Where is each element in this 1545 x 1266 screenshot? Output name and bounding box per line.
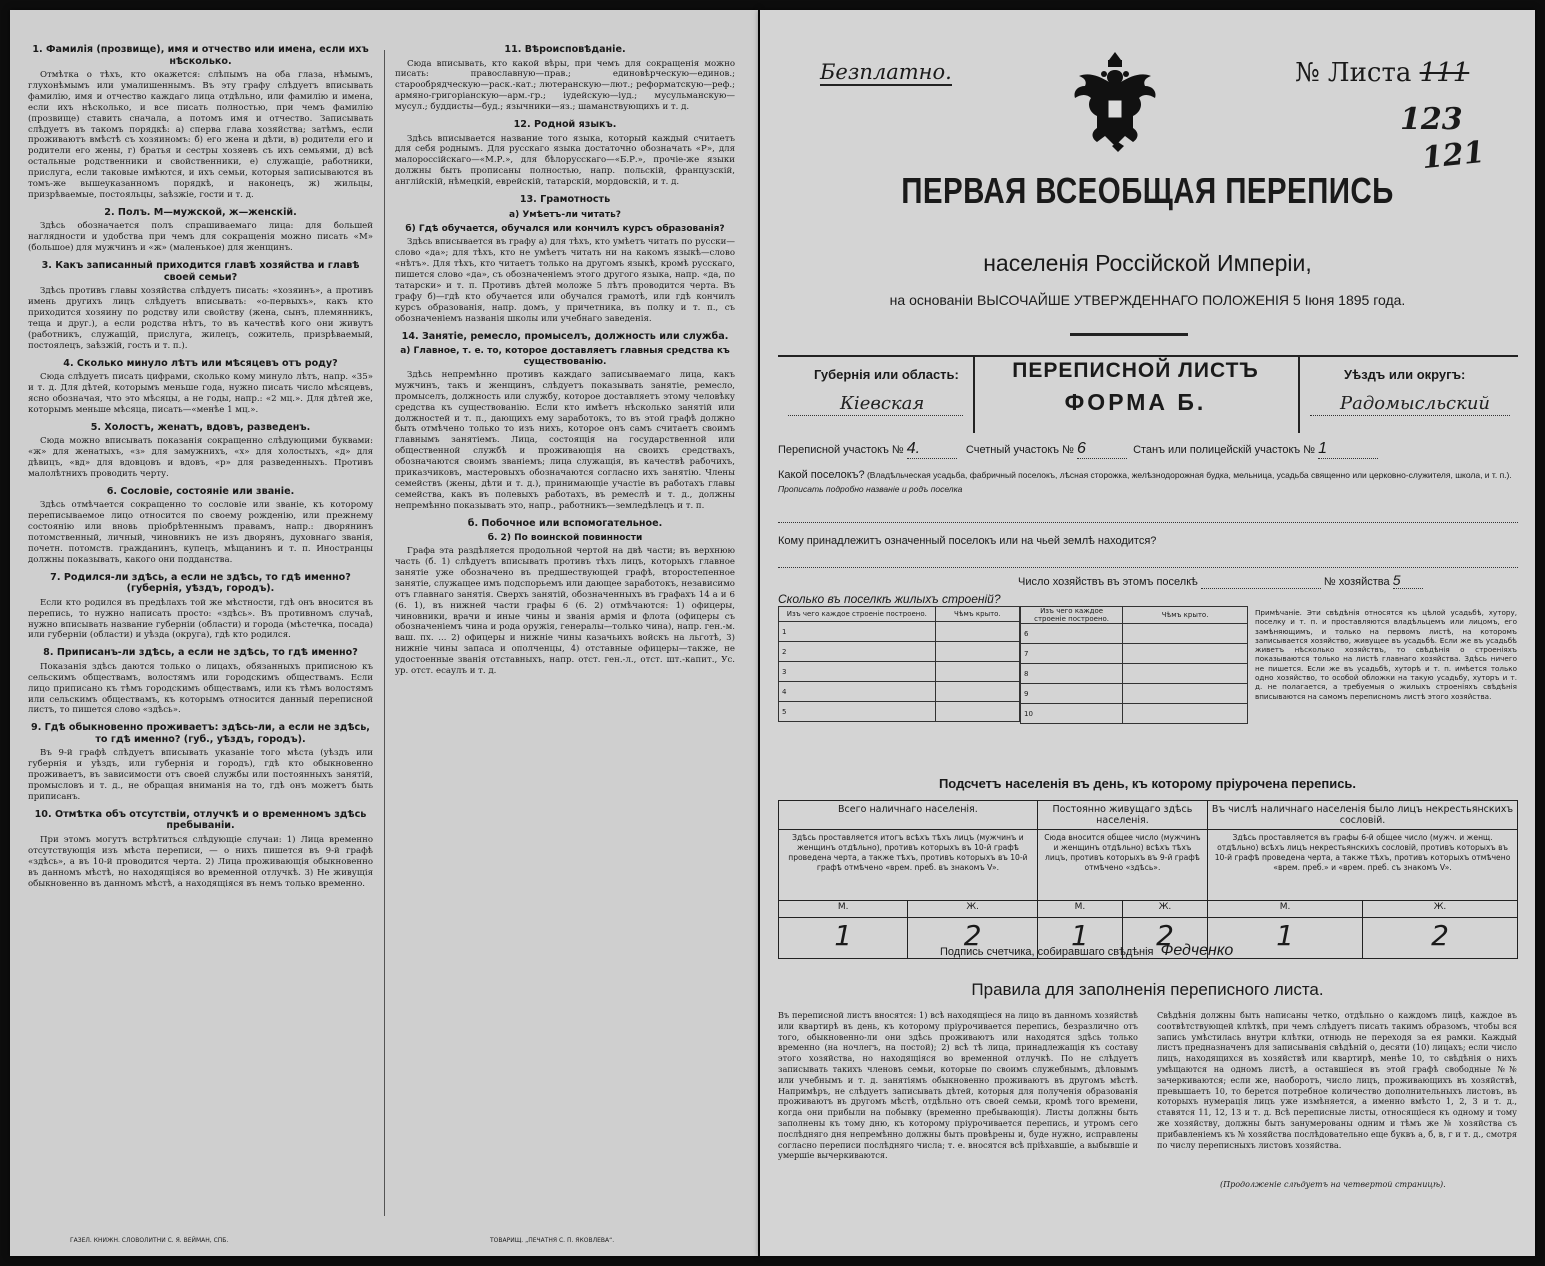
instruction-heading: 4. Сколько минуло лѣтъ или мѣсяцевъ отъ роду? — [63, 357, 338, 369]
instruction-heading: 7. Родился-ли здѣсь, а если не здѣсь, то гдѣ именно? (губернія, уѣздъ, городъ). — [50, 571, 351, 595]
continuation-note: (Продолженіе слѣдуетъ на четвертой страницѣ). — [1220, 1180, 1446, 1189]
rules-column-1: Въ переписной листъ вносятся: 1) всѣ находящіеся на лицо въ данномъ хозяйствѣ или квартирѣ въ день, къ которому пріурочивается перепись, безразлично отъ того, обыкновенно-ли они здѣсь проживаютъ или находятся здѣсь только временно (на ночлегъ, на постой); 2) всѣ тѣ лица, принадлежащія къ составу этого хозяйства, но находящіяся во временной отлучкѣ. По не слѣдуетъ записывать такихъ членовъ семьи, которые по своимъ служебнымъ, дѣловымъ или учебнымъ и т. д. занятіямъ обыкновенно проживаютъ въ другомъ мѣстѣ. Напримѣръ, не слѣдуетъ записывать дѣтей, которыя для полученія образованія проживаютъ въ другомъ мѣстѣ, отдѣльно отъ своей семьи, кромѣ того времени, когда они прибыли на побывку (временно пребывающія). Листы должны быть заполнены къ тому дню, къ которому пріурочивается перепись, и утромъ сего послѣдняго дня непремѣнно должны быть провѣрены и, буде нужно, исправлены согласно переписи послѣдняго числа; т. е. вносятся всѣ пріѣхавшіе, а выбывшіе и умершіе вычеркиваются. — [778, 1010, 1138, 1161]
instruction-heading: б. Побочное или вспомогательное. — [467, 517, 663, 529]
census-sheet-title: ПЕРЕПИСНОЙ ЛИСТЪ — [1012, 359, 1259, 382]
province-value: Кiевская — [840, 393, 925, 414]
non-peasant-header: Въ числѣ наличнаго населенія было лицъ некрестьянскихъ сословій. — [1208, 801, 1518, 830]
instruction-text: Если кто родился въ предѣлахъ той же мѣстности, гдѣ онъ вносится въ перепись, то нужно написать просто: «здѣсь». Въ противномъ случаѣ, нужно вписывать название губерніи (области) и города (мѣстечка, посада) или губерніи (области) и уѣзда (округа), гдѣ кто родился. — [28, 597, 373, 641]
instruction-text: Отмѣтка о тѣхъ, кто окажется: слѣпымъ на оба глаза, нѣмымъ, глухонѣмымъ или умалишеннымъ. Въ эту графу слѣдуетъ вписывать фамилію, имя и отчество каждаго лица отдѣльно, или фамилію и имена, если ихъ нѣсколько, и все писать полностью, при чемъ фамилію (прозвище) ставить сначала, а потомъ имя и отчество. Записывать слѣдуетъ въ такомъ порядкѣ: а) сперва глава хозяйства; затѣмъ, если проживаютъ вмѣстѣ съ хозяиномъ: б) его жена и дѣти, в) родители его и родители его жены, г) братья и сестры хозяевъ съ ихъ семьями, д) всѣ остальные родственники и свойственники, е) служащіе, работники, прислуга, если таковые имѣются, и ихъ семьи, которыя записываются въ томъ-же вышеуказанномъ порядкѣ, и наконецъ, ж) жильцы, призрѣваемые, постояльцы, заѣзжіе, гости и т. д. — [28, 70, 373, 200]
instructions-column-2 — [395, 38, 735, 679]
census-form-page — [760, 10, 1535, 1256]
instruction-heading: 1. Фамилія (прозвище), имя и отчество или имена, если ихъ нѣсколько. — [32, 44, 369, 67]
total-present-header: Всего наличнаго населенія. — [779, 801, 1038, 830]
population-count-table: Всего наличнаго населенія. Постоянно живущаго здѣсь населенія. Въ числѣ наличнаго населенія было лицъ некрестьянскихъ сословій. Здѣсь проставляется итогъ всѣхъ тѣхъ лицъ (мужчинъ и женщинъ отдѣльно), противъ которыхъ въ 10-й графѣ проведена черта, а также тѣхъ, противъ которыхъ въ 10-й графѣ отмѣчено «врем. преб. въ знакомъ V». Сюда вносится общее число (мужчинъ и женщинъ отдѣльно) всѣхъ тѣхъ лицъ, противъ которыхъ въ 9-й графѣ отмѣчено «здѣсь». Здѣсь проставляется въ графы 6-й общее число (мужч. и женщ. отдѣльно) всѣхъ лицъ некрестьянскихъ сословій, противъ которыхъ въ 10-й графѣ проведена черта, а также тѣхъ, противъ которыхъ отмѣчено «врем. преб.» и «врем. преб. съ знакомъ V». М. Ж. М. Ж. М. Ж. 1 2 1 2 1 2 — [778, 800, 1518, 959]
owner-row: Кому принадлежитъ означенный поселокъ или на чьей землѣ находится? — [778, 535, 1157, 547]
instruction-text: Сюда вписывать, кто какой вѣры, при чемъ для сокращенія можно писать: православную—прав.; единовѣрческую—единов.; старообрядческую—раск.-кат.; лютеранскую—лют.; реформатскую—реф.; армяно-григоріанскую—арм.-гр.; іудейскую—іуд.; мусульманскую—мусул.; буддисты—буд.; язычники—яз.; шаманствующихъ и т. д. — [395, 58, 735, 113]
instruction-heading: 11. Вѣроисповѣданіе. — [504, 44, 626, 55]
buildings-row: Сколько въ поселкѣ жилыхъ строеній? — [778, 592, 1001, 606]
handwritten-number-1: 123 — [1400, 102, 1463, 137]
instruction-text: Здѣсь противъ главы хозяйства слѣдуетъ писать: «хозяинъ», а противъ имень другихъ лицъ слѣдуетъ вписывать: «о-первыхъ», какъ кто приходится хозяину по родству или свойству (жена, сынъ, племянникъ, теща и друг.), а если родства нѣтъ, то въ качествѣ кого они живутъ (работникъ, служащій, прислуга, жилецъ, сожитель, призрѣваемый, постоялецъ, заѣзжій, гость и т. п.). — [28, 286, 373, 351]
non-peasant-male-value: 1 — [1208, 918, 1363, 959]
buildings-table-left: Изъ чего каждое строеніе построено. Чѣмъ крыто. 1 2 3 4 5 — [778, 606, 1020, 722]
settlement-line — [778, 510, 1518, 523]
main-title: ПЕРВАЯ ВСЕОБЩАЯ ПЕРЕПИСЬ — [901, 170, 1394, 211]
permanent-residents-header: Постоянно живущаго здѣсь населенія. — [1037, 801, 1207, 830]
instruction-heading: 14. Занятіе, ремесло, промыселъ, должность или служба. — [401, 330, 729, 342]
instruction-text: Сюда слѣдуетъ писать цифрами, сколько кому минуло лѣтъ, напр. «35» и т. д. Для дѣтей, которымъ меньше года, нужно писать число мѣсяцевъ, ясно обозначая, что это мѣсяцы, а не годы, напр.: «2 мц.». Для дѣтей же, которымъ меньше мѣсяца, писать—«менѣе 1 мц.». — [28, 372, 373, 415]
region-header — [778, 355, 1518, 437]
printer-note-right: ТОВАРИЩ. „ПЕЧАТНЯ С. П. ЯКОВЛЕВА“. — [490, 1237, 615, 1244]
enumerator-signature-row: Подпись счетчика, собиравшаго свѣдѣнія Федченко — [940, 942, 1234, 959]
handwritten-number-2: 121 — [1420, 134, 1487, 177]
instruction-heading: 12. Родной языкъ. — [513, 119, 617, 131]
households-row: Число хозяйствъ въ этомъ поселкѣ № хозяйства 5 — [778, 572, 1518, 589]
roof-header: Чѣмъ крыто. — [935, 607, 1019, 622]
form-title: ФОРМА Б. — [1064, 389, 1207, 415]
double-eagle-emblem-icon — [1070, 50, 1160, 160]
non-peasant-female-value: 2 — [1363, 918, 1518, 959]
printer-note-left: ГАЗЕЛ. КНИЖН. СЛОВОЛИТНИ С. Я. ВЕЙМАН, СПБ. — [70, 1237, 229, 1244]
permanent-female-value: 2 — [1122, 918, 1207, 959]
rules-title: Правила для заполненія переписного листа. — [971, 980, 1324, 999]
population-count-title: Подсчетъ населенія въ день, къ которому пріурочена перепись. — [938, 776, 1357, 791]
instruction-text: Здѣсь вписывается название того языка, который каждый считаетъ для себя роднымъ. Для русскаго языка достаточно обозначать «Р», для малороссійскаго—«М.Р.», для бѣлорусскаго—«Б.Р.», прочіе-же языки должны быть прописаны полностью, напр. польскій, французскій, англійскій, нѣмецкій, еврейскій, татарскій, мордовскій, и т. д. — [395, 133, 735, 188]
enumerator-signature: Федченко — [1160, 942, 1234, 959]
permanent-male-value: 1 — [1037, 918, 1122, 959]
total-male-value: 1 — [779, 918, 908, 959]
instruction-heading: 13. Грамотность — [519, 194, 611, 206]
instruction-text: Въ 9-й графѣ слѣдуетъ вписывать указаніе того мѣста (уѣздъ или губернія и уѣздъ, или губернія и городъ), гдѣ кто обыкновенно проживаетъ, въ зависимости отъ своей службы или постоянныхъ занятій, промысловъ и т. д., не обращая вниманія на то, гдѣ онъ можетъ быть приписанъ. — [28, 748, 373, 802]
instruction-text: Показанія здѣсь даются только о лицахъ, обязанныхъ приписною къ сельскимъ обществамъ, волостямъ или городскимъ обществамъ. Если лицо приписано къ тѣмъ городскимъ обществамъ, или къ тѣмъ волостямъ или сельскимъ обществамъ, къ которымъ относится данный переписной листъ, то пишется слово «здѣсь». — [28, 661, 373, 716]
instruction-heading: 3. Какъ записанный приходится главѣ хозяйства и главѣ своей семьи? — [41, 260, 360, 283]
rules-column-2: Свѣдѣнія должны быть написаны четко, отдѣльно о каждомъ лицѣ, каждое въ соотвѣтствующей клѣткѣ, при чемъ слѣдуетъ писать такимъ образомъ, чтобы вся запись умѣстилась внутри клѣтки, отнюдь не переходя за ея рамки. Каждый листъ предназначенъ для записыванія свѣдѣній о, десяти (10) лицахъ; если число лицъ, находящихся въ хозяйствѣ или квартирѣ, менѣе 10, то свѣдѣнія о нихъ умѣщаются на одномъ листѣ, а оставшіеся въ этой графѣ свободные №№ зачеркиваются; если же, наоборотъ, число лицъ, проживающихъ въ хозяйствѣ, превышаетъ 10, то берется потребное количество дополнительныхъ листовъ, въ которыхъ нумерація лицъ уже измѣняется, а именно вмѣсто 1, 2, 3 и т. д., ставятся 11, 12, 13 и т. д. Всѣ переписные листы, относящіеся къ одному и тому же хозяйству, должны быть занумерованы одним и тѣмъ же № хозяйства съ прибавленіемъ къ № хозяйства послѣдовательно еще буквъ а, б, в, г и т. д., смотря по числу переписныхъ листовъ хозяйства. — [1157, 1010, 1517, 1150]
instruction-subheading: а) Главное, т. е. то, которое доставляетъ главныя средства къ существованію. — [400, 346, 730, 368]
instruction-text: При этомъ могутъ встрѣтиться слѣдующіе случаи: 1) Лица временно отсутствующія изъ мѣста переписи, — о нихъ пишется въ 9-й графѣ «здѣсь», а въ 10-й проводится черта. 2) Лица проживающія обыкновенно въ данномъ мѣстѣ, но находящіяся во временной отлучкѣ. 3) Не живущія обыкновенно въ данномъ мѣстѣ, а находящіяся въ немъ только временно. — [28, 834, 373, 889]
household-number-value: 5 — [1392, 572, 1401, 588]
sheet-number — [1295, 58, 1469, 88]
plot-numbers-row: Переписной участокъ № 4. Счетный участокъ № 6 Станъ или полицейскій участокъ № 1 — [778, 440, 1518, 459]
district-label: Уѣздъ или округъ: — [1344, 367, 1466, 382]
column-divider — [384, 50, 385, 1216]
instruction-heading: 2. Полъ. М—мужской, ж—женскій. — [104, 206, 297, 218]
province-cell — [778, 357, 975, 433]
count-plot-value: 6 — [1076, 440, 1086, 457]
settlement-row: Какой поселокъ? (Владѣльческая усадьба, фабричный поселокъ, лѣсная сторожка, желѣзнодорожная будка, мельница, усадьба священно или церковно-служителя, школа, и т. п.). Прописать подробно названіе и родъ поселка — [778, 469, 1512, 494]
instruction-text: Сюда можно вписывать показанія сокращенно слѣдующими буквами: «ж» для женатыхъ, «з» для замужнихъ, «х» для холостыхъ, «д» для дѣвицъ, «вд» для вдовцовъ и вдовъ, «р» для разведенныхъ. Противъ малолѣтнихъ проводить черту. — [28, 436, 373, 479]
instruction-heading: 9. Гдѣ обыкновенно проживаетъ: здѣсь-ли, а если не здѣсь, то гдѣ именно? (губ., уѣздъ, городъ). — [31, 722, 370, 745]
district-cell — [1298, 357, 1520, 433]
instruction-subheading: б) Гдѣ обучается, обучался или кончилъ курсъ образованія? — [405, 224, 725, 235]
instruction-text: Здѣсь непремѣнно противъ каждаго записываемаго лица, какъ мужчинъ, такъ и женщинъ, слѣдуетъ показывать занятіе, ремесло, промыселъ, должность или службу, которое доставляетъ этому человѣку средства къ существованію. Если кто имѣетъ нѣсколько занятій или должностей и т. п., дающихъ ему заработокъ, то въ этой графѣ должно быть отмѣчено только то изъ нихъ, которое онъ самъ считаетъ своимъ главнымъ занятіемъ. Лица, состоящія на государственной или общественной службѣ и проживающія на своихъ средствахъ, обозначаются своимъ званіемъ; лица служащія, въ качествѣ рабочихъ, приказчиковъ, мастеровыхъ обозначаются согласно ихъ занятію. Члены семействъ (жены, дѣти и т. д.), принимающіе участіе въ работахъ главы семейства, какъ въ полевыхъ работахъ, въ ремеслѣ и т. д., должны непремѣнно показывать это, напр., работникъ—земледѣлецъ и т. п. — [395, 369, 735, 511]
instruction-text: Здѣсь отмѣчается сокращенно то сословіе или званіе, къ которому переписываемое лицо относится по своему рожденію, или прежнему состоянію или вновь пріобрѣтеннымъ правамъ, напр.: дворянинъ потомственный, личный, чиновникъ не изъ дворянъ, духовнаго званія, почетн. потомств. гражданинъ, купецъ, мѣщанинъ и т. п. Иностранцы должны показывать, какого они подданства. — [28, 500, 373, 565]
buildings-table-right: Изъ чего каждое строеніе построено. Чѣмъ крыто. 6 7 8 9 10 — [1020, 606, 1248, 724]
instruction-heading: 10. Отмѣтка объ отсутствіи, отлучкѣ и о временномъ здѣсь пребываніи. — [34, 808, 367, 832]
instruction-heading: 8. Приписанъ-ли здѣсь, а если не здѣсь, то гдѣ именно? — [43, 647, 358, 659]
instruction-heading: 5. Холостъ, женатъ, вдовъ, разведенъ. — [90, 421, 311, 433]
census-plot-value: 4. — [906, 440, 921, 457]
instruction-text: Здѣсь вписывается въ графу а) для тѣхъ, кто умѣетъ читать по русски—слово «да»; для тѣхъ, кто не умѣетъ читать ни на какомъ языкѣ—слово «нѣтъ». Для тѣхъ, кто читаетъ только на другомъ языкѣ, кромѣ русскаго, пишется слово «да», съ обозначеніемъ этого другого языка, напр. «да, по татарски» и т. п. Противъ дѣтей моложе 5 лѣтъ проводится черта. Въ графу б)—гдѣ кто обучается или обучался грамотѣ, или гдѣ кончилъ курсъ образованія, напр. домъ, у причетника, въ полку и т. п., съ обозначеніемъ названія школы или учебнаго заведенія. — [395, 237, 735, 324]
instructions-column-1 — [28, 38, 373, 891]
district-value: Радомысльский — [1340, 393, 1491, 414]
instruction-heading: 6. Сословіе, состояніе или званіе. — [106, 485, 295, 497]
legal-basis: на основаніи ВЫСОЧАЙШЕ УТВЕРЖДЕННАГО ПОЛОЖЕНІЯ 5 Іюня 1895 года. — [889, 292, 1406, 308]
sheet-number-label: № Листа — [1295, 58, 1412, 88]
instruction-subheading: б. 2) По воинской повинности — [487, 533, 643, 544]
free-label: Безплатно. — [820, 60, 952, 84]
buildings-note: Примѣчаніе. Эти свѣдѣнія относятся къ цѣлой усадьбѣ, хутору, поселку и т. п. и проставляются владѣльцемъ или лицомъ, его замѣняющимъ, и только на первомъ листѣ, на которомъ записывается хозяйство, живущее въ усадьбѣ. Если же въ усадьбѣ живетъ нѣсколько хозяйствъ, то свѣдѣнія о строеніяхъ показываются только на листѣ главнаго хозяйства. Здѣсь ничего не пишется. Если же въ усадьбѣ, хуторѣ и т. п. имѣется только одно хозяйство, то особой обложки на такую усадьбу, хуторъ и т. д. не полагается, а требуемыя о жилыхъ строеніяхъ свѣдѣнія вписываются на самомъ переписномъ листѣ этого хозяйства. — [1255, 608, 1517, 701]
instruction-text: Графа эта раздѣляется продольной чертой на двѣ части; въ верхнюю часть (б. 1) слѣдуетъ вписывать противъ тѣхъ лицъ, которыхъ главное занятіе уже обозначено въ предшествующей графѣ, второстепенное занятіе, служащее имъ подспорьемъ или дающее заработокъ, независимо отъ главнаго занятія. Сверхъ занятій, обозначенныхъ въ графахъ 14 а и 6 (6. 1), въ нижней части графы 6 (6. 2) отмѣчаются: 1) офицеры, чиновники, врачи и иные чины и званія армія и флота (офицеры съ обозначеніемъ чина и рода оружія, генералы—только чина), напр. ген.-м. ваш. пх. ... 2) офицеры и нижніе чины казачьихъ войскъ на льготѣ, 3) нижніе чины запаса и ополченцы, 4) отставные офицеры—также, не удостоенные званія отставныхъ, напр. отст. ген.-л., отст. шт.-капит., Ус. ур. отст. есаулъ и т. д. — [395, 546, 735, 677]
instruction-text: Здѣсь обозначается полъ спрашиваемаго лица: для большей наглядности и удобства при чемъ для сокращенія можно писать «М» (большое) для мужчинъ и «ж» (маленькое) для женщинъ. — [28, 221, 373, 254]
province-label: Губернія или область: — [814, 367, 959, 382]
police-plot-value: 1 — [1318, 440, 1327, 457]
left-page — [10, 10, 758, 1256]
sheet-number-struck: 111 — [1419, 58, 1470, 88]
sub-title: населенія Россійской Имперіи, — [983, 250, 1312, 276]
material-header: Изъ чего каждое строеніе построено. — [779, 607, 936, 622]
instruction-subheading: а) Умѣетъ-ли читать? — [509, 209, 621, 220]
total-female-value: 2 — [908, 918, 1037, 959]
title-rule — [1070, 333, 1188, 336]
